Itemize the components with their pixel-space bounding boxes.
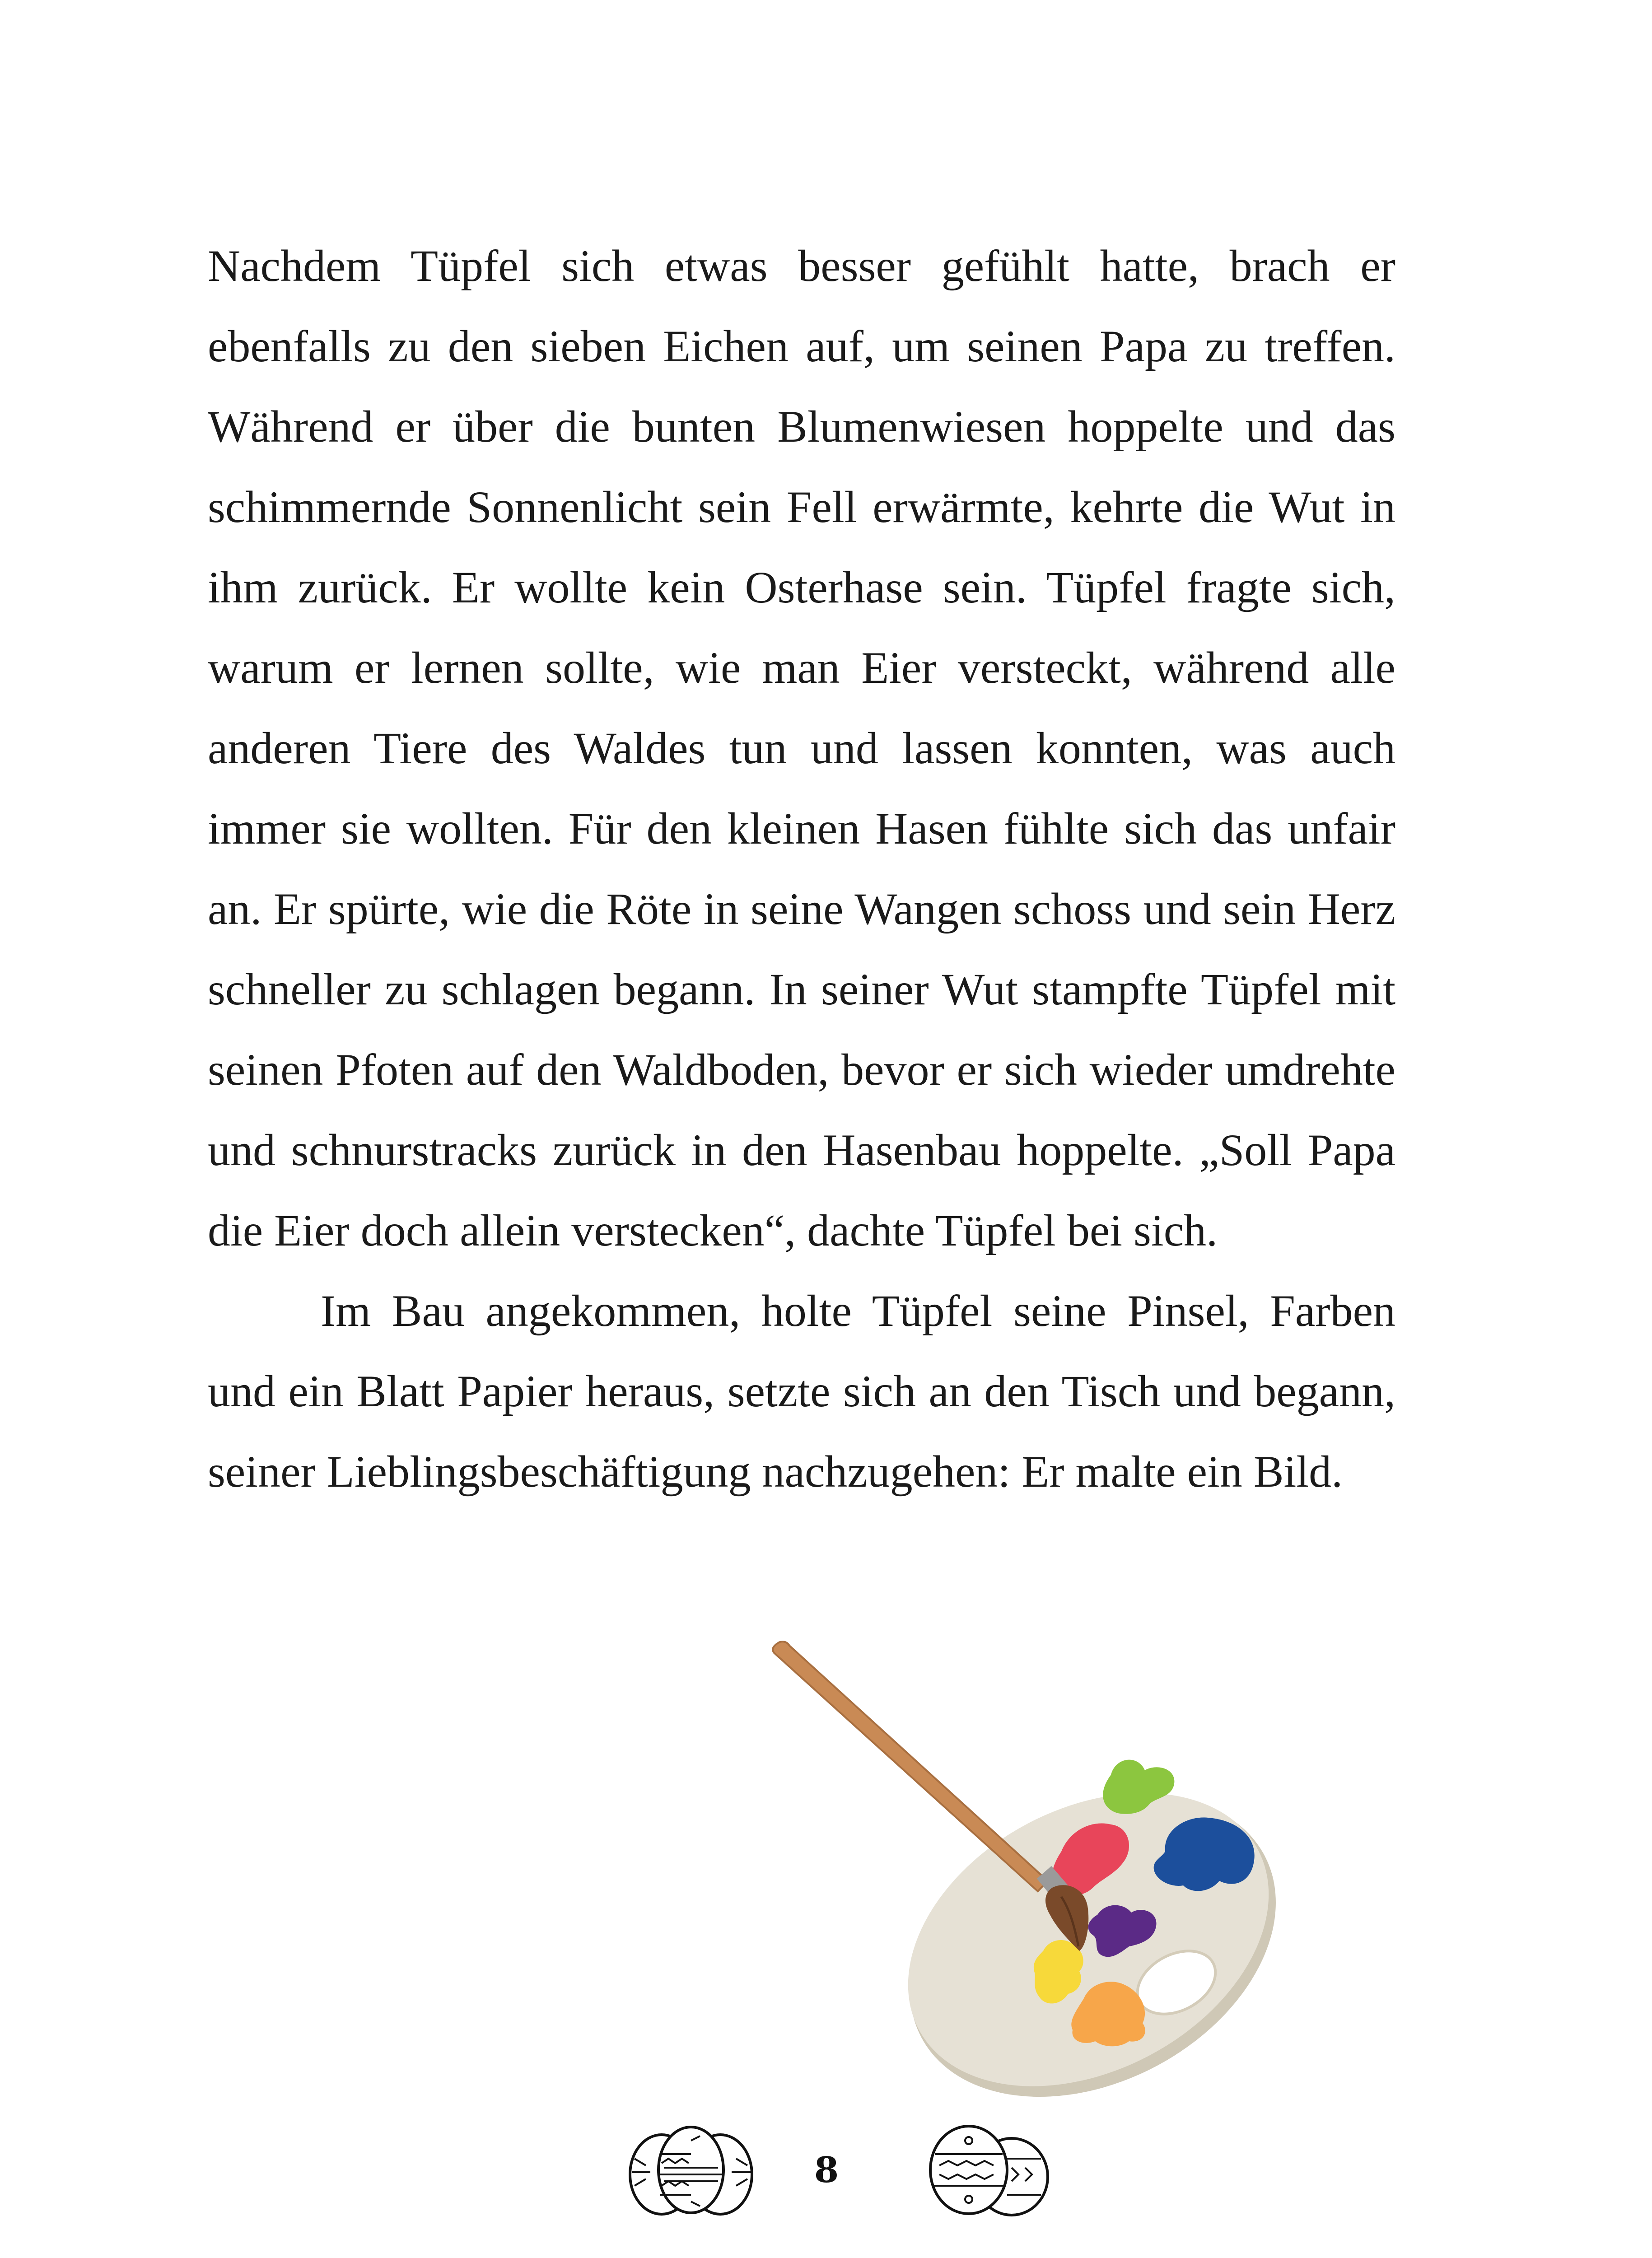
- easter-eggs-icon: [921, 2123, 1057, 2217]
- paint-palette-icon: [768, 1635, 1332, 2123]
- easter-eggs-icon: [623, 2123, 759, 2217]
- brush-handle: [773, 1642, 1048, 1891]
- paragraph-1: Nachdem Tüpfel sich etwas besser gefühlt hatte, brach er ebenfalls zu den sieben Eichen auf, um seinen Papa zu treffen. Während er über die bunten Blumenwiesen hoppelte und das schimmernde Sonnenlicht sein Fell erwärmte, kehrte die Wut in ihm zurück. Er wollte kein Osterhase sein. Tüpfel fragte sich, warum er lernen sollte, wie man Eier versteckt, während alle anderen Tiere des Waldes tun und lassen konnten, was auch immer sie wollten. Für den kleinen Hasen fühlte sich das unfair an. Er spürte, wie die Röte in seine Wangen schoss und sein Herz schneller zu schlagen begann. In seiner Wut stampfte Tüpfel mit seinen Pfoten auf den Waldboden, bevor er sich wieder umdrehte und schnurstracks zurück in den Hasenbau hoppelte. „Soll Papa die Eier doch allein verstecken“, dachte Tüpfel bei sich.: [208, 241, 1395, 1255]
- story-text: [208, 226, 1395, 1512]
- page-footer: [0, 2123, 1652, 2226]
- paragraph-2: Im Bau angekommen, holte Tüpfel seine Pinsel, Farben und ein Blatt Papier heraus, setzte sich an den Tisch und begann, seiner Lieblingsbeschäftigung nachzugehen: Er malte ein Bild.: [208, 1286, 1395, 1497]
- page-number: 8: [814, 2150, 839, 2191]
